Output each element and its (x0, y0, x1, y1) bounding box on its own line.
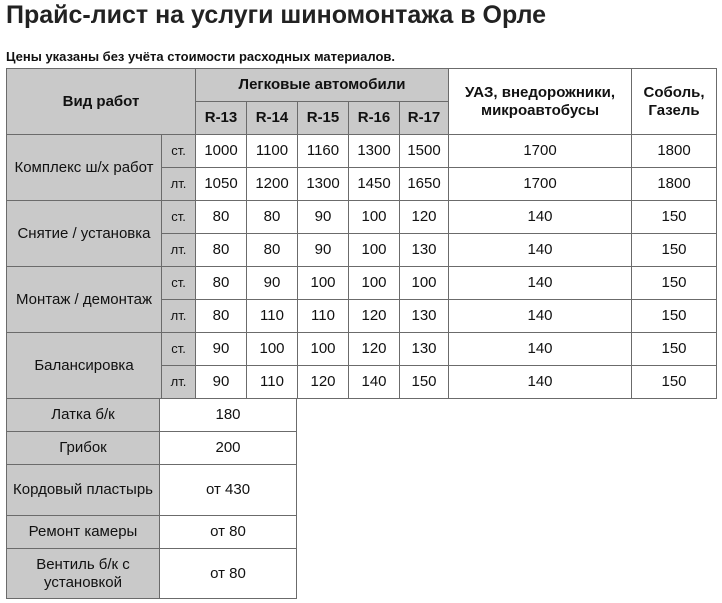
price-cell: 80 (195, 299, 247, 333)
extra-service-name: Кордовый пластырь (6, 464, 160, 516)
price-cell: 80 (195, 266, 247, 300)
price-cell: 1000 (195, 134, 247, 168)
extra-service-price: 200 (159, 431, 297, 465)
price-cell: 90 (195, 365, 247, 399)
price-cell: 1300 (297, 167, 349, 201)
price-cell: 80 (246, 233, 298, 267)
price-cell: 100 (348, 233, 400, 267)
extra-service-price: от 80 (159, 515, 297, 549)
price-cell: 140 (448, 266, 632, 300)
extra-service-name: Грибок (6, 431, 160, 465)
price-cell: 120 (399, 200, 449, 234)
header-sobol: Соболь, Газель (631, 68, 717, 135)
header-size-r17: R-17 (399, 101, 449, 135)
price-cell: 90 (246, 266, 298, 300)
price-cell: 90 (297, 233, 349, 267)
type-label: ст. (161, 200, 196, 234)
price-cell: 150 (631, 266, 717, 300)
service-name: Балансировка (6, 332, 162, 399)
price-cell: 1050 (195, 167, 247, 201)
price-cell: 100 (297, 266, 349, 300)
type-label: лт. (161, 233, 196, 267)
price-cell: 1800 (631, 167, 717, 201)
price-cell: 140 (448, 365, 632, 399)
price-cell: 1200 (246, 167, 298, 201)
price-cell: 130 (399, 233, 449, 267)
price-cell: 150 (399, 365, 449, 399)
price-cell: 1450 (348, 167, 400, 201)
service-name: Монтаж / демонтаж (6, 266, 162, 333)
header-size-r16: R-16 (348, 101, 400, 135)
price-cell: 110 (246, 299, 298, 333)
price-cell: 1500 (399, 134, 449, 168)
price-cell: 150 (631, 365, 717, 399)
extra-service-name: Ремонт камеры (6, 515, 160, 549)
price-cell: 140 (448, 332, 632, 366)
extra-service-price: от 80 (159, 548, 297, 599)
service-name: Комплекс ш/х работ (6, 134, 162, 201)
header-size-r13: R-13 (195, 101, 247, 135)
price-cell: 1650 (399, 167, 449, 201)
price-cell: 130 (399, 299, 449, 333)
price-cell: 1700 (448, 134, 632, 168)
header-work-type: Вид работ (6, 68, 196, 135)
header-passenger: Легковые автомобили (195, 68, 449, 102)
price-cell: 150 (631, 233, 717, 267)
header-size-r14: R-14 (246, 101, 298, 135)
price-cell: 120 (348, 299, 400, 333)
price-cell: 150 (631, 200, 717, 234)
price-note: Цены указаны без учёта стоимости расходных материалов. (6, 49, 396, 64)
extra-service-price: от 430 (159, 464, 297, 516)
price-cell: 130 (399, 332, 449, 366)
price-cell: 1160 (297, 134, 349, 168)
price-cell: 120 (297, 365, 349, 399)
price-cell: 150 (631, 299, 717, 333)
price-cell: 110 (297, 299, 349, 333)
price-cell: 80 (195, 200, 247, 234)
price-cell: 90 (195, 332, 247, 366)
type-label: ст. (161, 332, 196, 366)
price-cell: 100 (348, 266, 400, 300)
price-cell: 1100 (246, 134, 298, 168)
price-cell: 1800 (631, 134, 717, 168)
price-cell: 100 (348, 200, 400, 234)
type-label: лт. (161, 365, 196, 399)
extra-service-price: 180 (159, 398, 297, 432)
price-cell: 1700 (448, 167, 632, 201)
price-cell: 140 (448, 299, 632, 333)
type-label: лт. (161, 167, 196, 201)
extra-service-name: Вентиль б/к с установкой (6, 548, 160, 599)
price-cell: 100 (399, 266, 449, 300)
price-cell: 140 (448, 200, 632, 234)
header-uaz: УАЗ, внедорожники, микроавтобусы (448, 68, 632, 135)
price-cell: 90 (297, 200, 349, 234)
price-cell: 110 (246, 365, 298, 399)
type-label: ст. (161, 266, 196, 300)
price-cell: 100 (246, 332, 298, 366)
price-cell: 150 (631, 332, 717, 366)
price-cell: 140 (348, 365, 400, 399)
service-name: Снятие / установка (6, 200, 162, 267)
price-cell: 1300 (348, 134, 400, 168)
price-cell: 80 (246, 200, 298, 234)
type-label: лт. (161, 299, 196, 333)
extra-service-name: Латка б/к (6, 398, 160, 432)
price-cell: 100 (297, 332, 349, 366)
price-cell: 120 (348, 332, 400, 366)
page-title: Прайс-лист на услуги шиномонтажа в Орле (6, 1, 547, 29)
header-size-r15: R-15 (297, 101, 349, 135)
price-cell: 140 (448, 233, 632, 267)
price-cell: 80 (195, 233, 247, 267)
type-label: ст. (161, 134, 196, 168)
